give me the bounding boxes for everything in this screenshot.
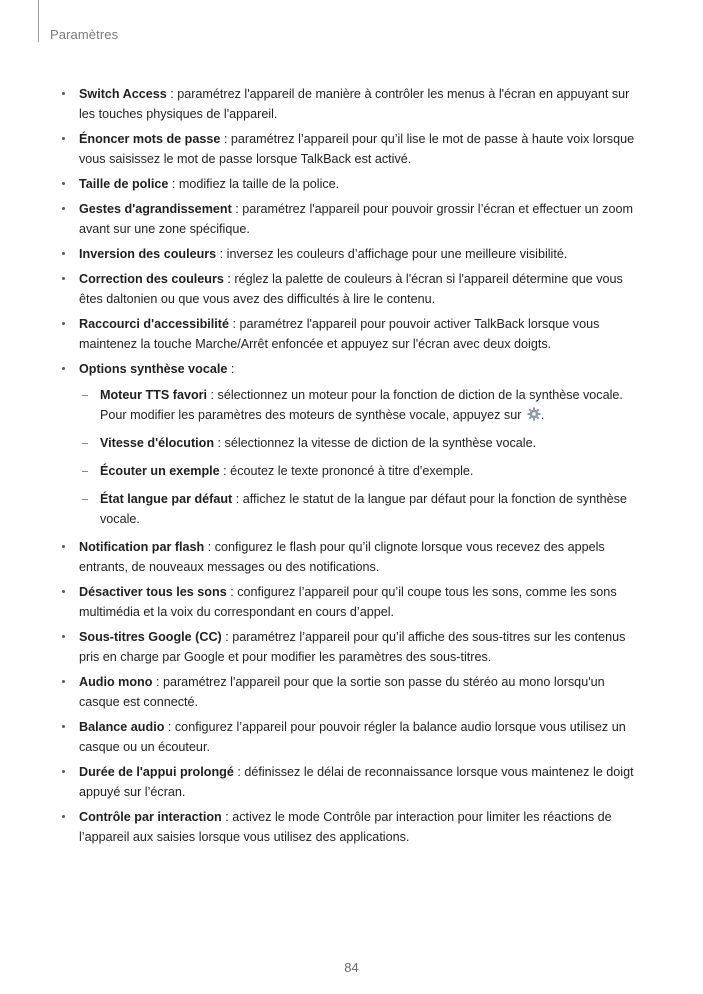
- item-term: Raccourci d'accessibilité: [79, 317, 229, 331]
- sublist-item-listen-example: [79, 461, 648, 481]
- list-item-font-size: [62, 174, 648, 194]
- bullet: [62, 322, 65, 325]
- item-term: Désactiver tous les sons: [79, 585, 227, 599]
- list-item-negative-colours: [62, 244, 648, 264]
- item-term: Notification par flash: [79, 540, 205, 554]
- item-term: Switch Access: [79, 87, 167, 101]
- subitem-description: : écoutez le texte prononcé à titre d'exemple.: [219, 464, 474, 478]
- list-item-magnification-gestures: [62, 199, 648, 239]
- item-description: : réglez la palette de couleurs à l'écran si l'appareil détermine que vous êtes daltonien ou que vous avez des difficultés à lire le contenu.: [79, 272, 623, 306]
- dash: [82, 499, 88, 500]
- item-description: : paramétrez l'appareil pour pouvoir grossir l’écran et effectuer un zoom avant sur une zone spécifique.: [79, 202, 633, 236]
- dash: [82, 471, 88, 472]
- bullet: [62, 367, 65, 370]
- item-description: : configurez l’appareil pour pouvoir régler la balance audio lorsque vous utilisez un casque ou un écouteur.: [79, 720, 626, 754]
- list-item-flash-notification: [62, 537, 648, 577]
- bullet: [62, 207, 65, 210]
- bullet: [62, 680, 65, 683]
- item-term: Audio mono: [79, 675, 153, 689]
- bullet: [62, 635, 65, 638]
- item-description: : configurez l’appareil pour qu’il coupe tous les sons, comme les sons multimédia et la voix du correspondant en cours d’appel.: [79, 585, 617, 619]
- item-description: : définissez le délai de reconnaissance lorsque vous maintenez le doigt appuyé sur l’écran.: [79, 765, 634, 799]
- list-item-mono-audio: [62, 672, 648, 712]
- tts-sublist: [79, 385, 648, 529]
- list-item-speak-passwords: [62, 129, 648, 169]
- dash: [82, 395, 88, 396]
- list-item-switch-access: [62, 84, 648, 124]
- item-description: : paramétrez l’appareil pour qu’il lise le mot de passe à haute voix lorsque vous saisissez le mot de passe lorsque TalkBack est activé.: [79, 132, 635, 166]
- list-item-sound-balance: [62, 717, 648, 757]
- subitem-term: Moteur TTS favori: [100, 388, 208, 402]
- subitem-description: : sélectionnez la vitesse de diction de la synthèse vocale.: [214, 436, 537, 450]
- page-number: 84: [344, 960, 359, 975]
- list-item-tap-and-hold-delay: [62, 762, 648, 802]
- bullet: [62, 815, 65, 818]
- list-item-interaction-control: [62, 807, 648, 847]
- item-description: : paramétrez l'appareil pour pouvoir activer TalkBack lorsque vous maintenez la touche Marche/Arrêt enfoncée et appuyez sur l'écran avec deux doigts.: [79, 317, 600, 351]
- item-description: : modifiez la taille de la police.: [168, 177, 340, 191]
- item-term: Correction des couleurs: [79, 272, 224, 286]
- document-body: [62, 84, 648, 852]
- item-term: Sous-titres Google (CC): [79, 630, 222, 644]
- gear-icon: [527, 407, 541, 421]
- item-description: : paramétrez l'appareil de manière à contrôler les menus à l'écran en appuyant sur les touches physiques de l'appareil.: [79, 87, 630, 121]
- item-description: : paramétrez l’appareil pour qu’il affiche des sous-titres sur les contenus pris en charge par Google et pour modifier les paramètres des sous-titres.: [79, 630, 626, 664]
- item-description: : activez le mode Contrôle par interaction pour limiter les réactions de l’appareil aux saisies lorsque vous utilisez des applications.: [79, 810, 612, 844]
- sublist-item-speech-rate: [79, 433, 648, 453]
- bullet: [62, 252, 65, 255]
- item-term: Durée de l'appui prolongé: [79, 765, 234, 779]
- header-rule: [38, 0, 39, 42]
- bullet: [62, 277, 65, 280]
- item-term: Gestes d'agrandissement: [79, 202, 232, 216]
- page-header-title: Paramètres: [50, 27, 119, 42]
- subitem-term: Écouter un exemple: [100, 464, 220, 478]
- subitem-term: Vitesse d'élocution: [100, 436, 215, 450]
- list-item-tts-options: [62, 359, 648, 529]
- subitem-term: État langue par défaut: [100, 492, 233, 506]
- item-description: :: [227, 362, 235, 376]
- bullet: [62, 182, 65, 185]
- bullet: [62, 137, 65, 140]
- bullet: [62, 92, 65, 95]
- item-term: Énoncer mots de passe: [79, 132, 221, 146]
- list-item-colour-adjustment: [62, 269, 648, 309]
- subitem-end: .: [540, 408, 545, 422]
- sublist-item-default-language-status: [79, 489, 648, 529]
- bullet: [62, 545, 65, 548]
- item-term: Inversion des couleurs: [79, 247, 217, 261]
- bullet: [62, 770, 65, 773]
- item-description: : configurez le flash pour qu’il clignote lorsque vous recevez des appels entrants, de nouveaux messages ou des notifications.: [79, 540, 605, 574]
- item-term: Balance audio: [79, 720, 165, 734]
- item-term: Options synthèse vocale: [79, 362, 228, 376]
- subitem-description: : affichez le statut de la langue par défaut pour la fonction de synthèse vocale.: [100, 492, 627, 526]
- item-term: Contrôle par interaction: [79, 810, 222, 824]
- bullet: [62, 590, 65, 593]
- bullet: [62, 725, 65, 728]
- item-term: Taille de police: [79, 177, 169, 191]
- list-item-turn-off-all-sounds: [62, 582, 648, 622]
- item-description: : inversez les couleurs d’affichage pour une meilleure visibilité.: [216, 247, 568, 261]
- subitem-description: : sélectionnez un moteur pour la fonction de diction de la synthèse vocale. Pour modifier les paramètres des moteurs de synthèse vocale, appuyez sur: [100, 388, 623, 422]
- item-description: : paramétrez l'appareil pour que la sortie son passe du stéréo au mono lorsqu'un casque est connecté.: [79, 675, 605, 709]
- dash: [82, 443, 88, 444]
- sublist-item-preferred-tts-engine: [79, 385, 648, 425]
- list-item-accessibility-shortcut: [62, 314, 648, 354]
- list-item-google-subtitles: [62, 627, 648, 667]
